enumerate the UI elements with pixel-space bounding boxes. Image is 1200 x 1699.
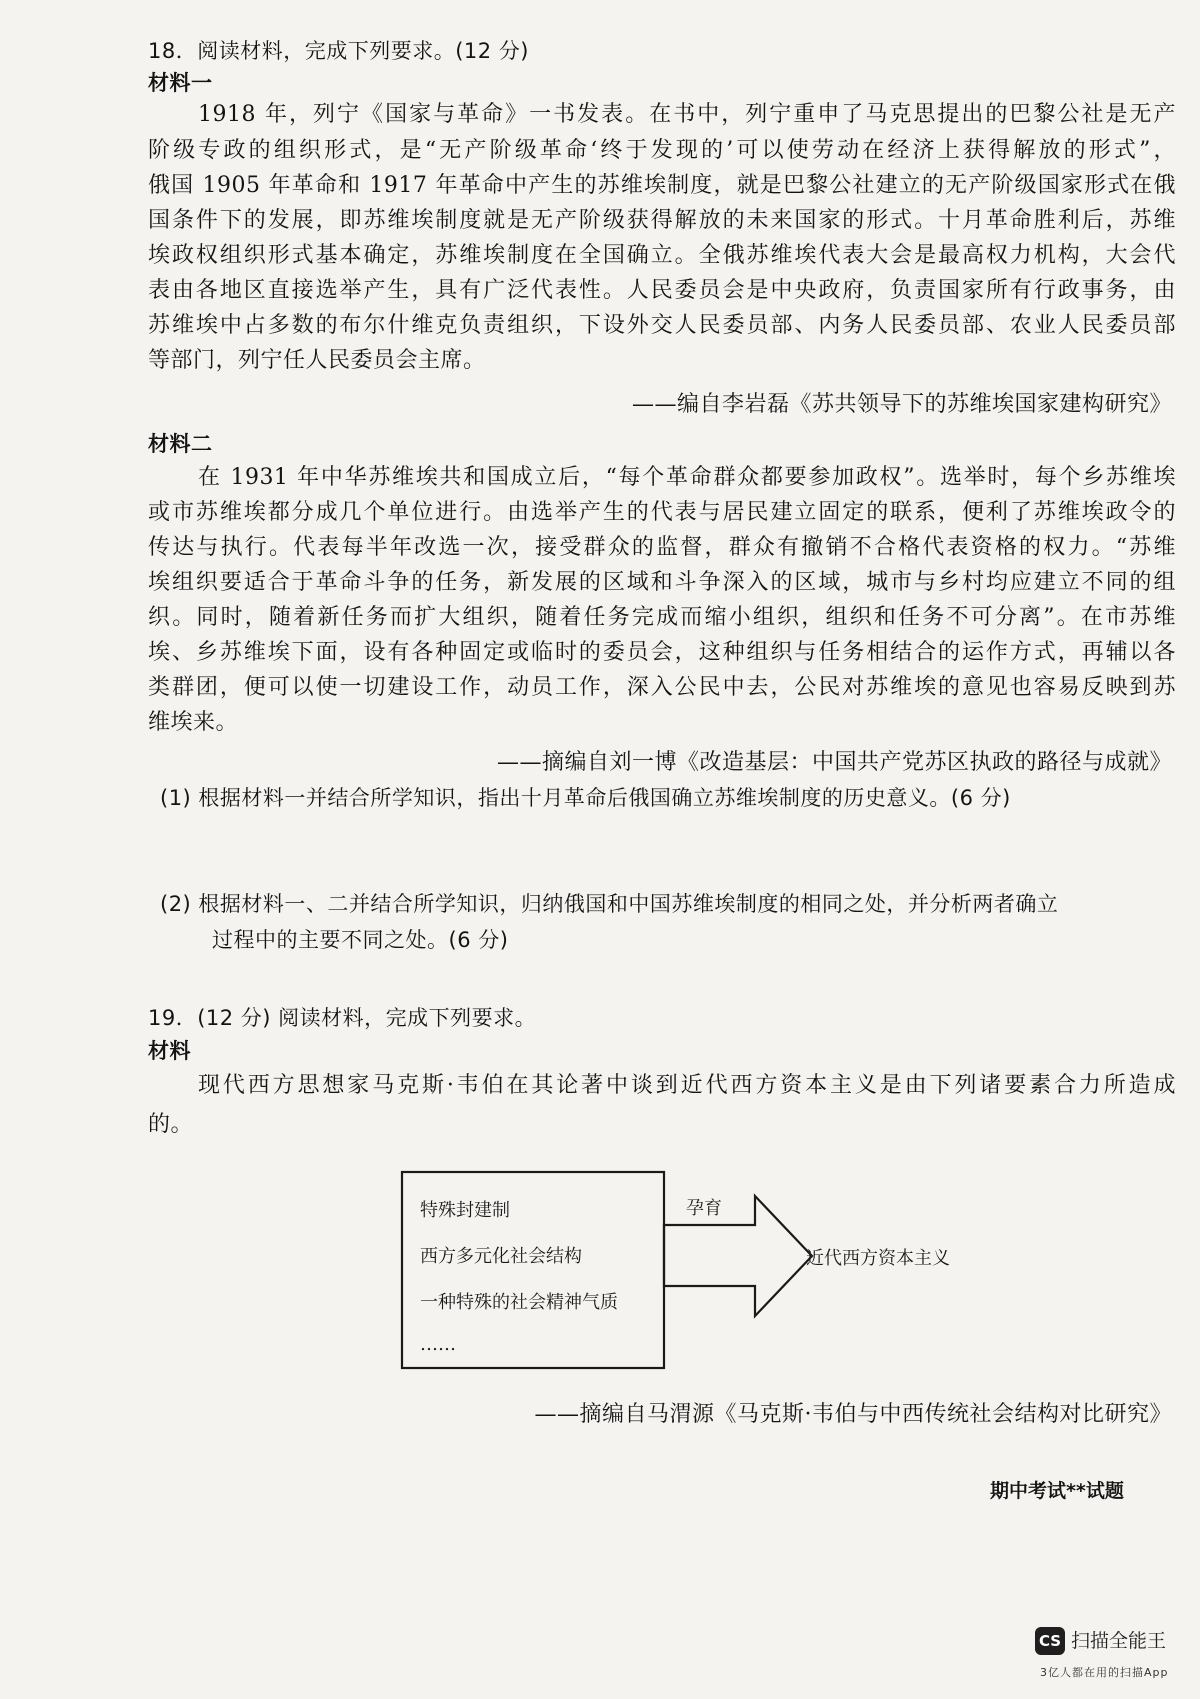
factor-item: …… — [420, 1334, 456, 1355]
q18-m2-line: 或市苏维埃都分成几个单位进行。由选举产生的代表与居民建立固定的联系，便利了苏维埃政令的 — [148, 500, 1176, 525]
q18-m1-line: 1918 年，列宁《国家与革命》一书发表。在书中，列宁重申了马克思提出的巴黎公社是无产 — [198, 102, 1176, 127]
scanner-tagline: 3亿人都在用的扫描App — [1040, 1666, 1169, 1679]
q18-m1-line: 埃政权组织形式基本确定，苏维埃制度在全国确立。全俄苏维埃代表大会是最高权力机构，大会代 — [148, 243, 1176, 268]
q18-m2-line: 织。同时，随着新任务而扩大组织，随着任务完成而缩小组织，组织和任务不可分离”。在市苏维 — [148, 605, 1176, 630]
factor-item: 一种特殊的社会精神气质 — [420, 1292, 618, 1313]
q18-material2-label: 材料二 — [148, 432, 213, 456]
q18-m1-line: 表由各地区直接选举产生，具有广泛代表性。人民委员会是中央政府，负责国家所有行政事务，由 — [148, 278, 1176, 303]
factor-item: 特殊封建制 — [420, 1200, 510, 1221]
q18-m1-source: ——编自李岩磊《苏共领导下的苏维埃国家建构研究》 — [631, 392, 1172, 417]
arrow-label: 孕育 — [686, 1198, 722, 1219]
q18-m2-line: 埃组织要适合于革命斗争的任务，新发展的区域和斗争深入的区域，城市与乡村均应建立不同的组 — [148, 570, 1176, 595]
weber-factors-diagram — [400, 1170, 960, 1370]
q18-sub2-cont: 过程中的主要不同之处。(6 分) — [212, 928, 509, 952]
q18-m2-line: 在 1931 年中华苏维埃共和国成立后，“每个革命群众都要参加政权”。选举时，每个乡苏维埃 — [198, 465, 1176, 490]
q18-material1-label: 材料一 — [148, 71, 213, 95]
q19-title: 19．(12 分) 阅读材料，完成下列要求。 — [148, 1006, 537, 1030]
q18-m2-line: 维埃来。 — [148, 710, 239, 735]
q18-m1-line: 苏维埃中占多数的布尔什维克负责组织，下设外交人民委员部、内务人民委员部、农业人民委员部 — [148, 313, 1176, 338]
q18-sub1: (1) 根据材料一并结合所学知识，指出十月革命后俄国确立苏维埃制度的历史意义。(6 分) — [160, 786, 1011, 810]
q19-m-line: 现代西方思想家马克斯·韦伯在其论著中谈到近代西方资本主义是由下列诸要素合力所造成 — [198, 1073, 1176, 1098]
scanner-app-name: 扫描全能王 — [1071, 1630, 1167, 1652]
q18-m2-line: 传达与执行。代表每半年改选一次，接受群众的监督，群众有撤销不合格代表资格的权力。“苏维 — [148, 535, 1176, 560]
q18-m2-source: ——摘编自刘一博《改造基层：中国共产党苏区执政的路径与成就》 — [496, 750, 1172, 775]
q18-title: 18．阅读材料，完成下列要求。(12 分) — [148, 39, 530, 63]
scanner-logo-icon: CS — [1035, 1627, 1065, 1655]
q19-m-line: 的。 — [148, 1112, 194, 1137]
q18-m2-line: 类群团，便可以使一切建设工作，动员工作，深入公民中去，公民对苏维埃的意见也容易反映到苏 — [148, 675, 1176, 700]
q18-m1-line: 阶级专政的组织形式，是“无产阶级革命‘终于发现的’可以使劳动在经济上获得解放的形式”， — [148, 138, 1176, 163]
q18-sub2: (2) 根据材料一、二并结合所学知识，归纳俄国和中国苏维埃制度的相同之处，并分析两者确立 — [160, 892, 1059, 916]
q18-m2-line: 埃、乡苏维埃下面，设有各种固定或临时的委员会，这种组织与任务相结合的运作方式，再辅以各 — [148, 640, 1176, 665]
q18-m1-line: 国条件下的发展，即苏维埃制度就是无产阶级获得解放的未来国家的形式。十月革命胜利后，苏维 — [148, 208, 1176, 233]
q18-m1-line: 俄国 1905 年革命和 1917 年革命中产生的苏维埃制度，就是巴黎公社建立的无产阶级国家形式在俄 — [148, 173, 1176, 198]
result-label: 近代西方资本主义 — [806, 1248, 950, 1269]
q19-material-label: 材料 — [148, 1039, 191, 1063]
footer-exam-title: 期中考试**试题 — [990, 1480, 1124, 1502]
q18-m1-line: 等部门，列宁任人民委员会主席。 — [148, 348, 486, 373]
factor-item: 西方多元化社会结构 — [420, 1246, 582, 1267]
q19-source: ——摘编自马渭源《马克斯·韦伯与中西传统社会结构对比研究》 — [534, 1402, 1172, 1427]
